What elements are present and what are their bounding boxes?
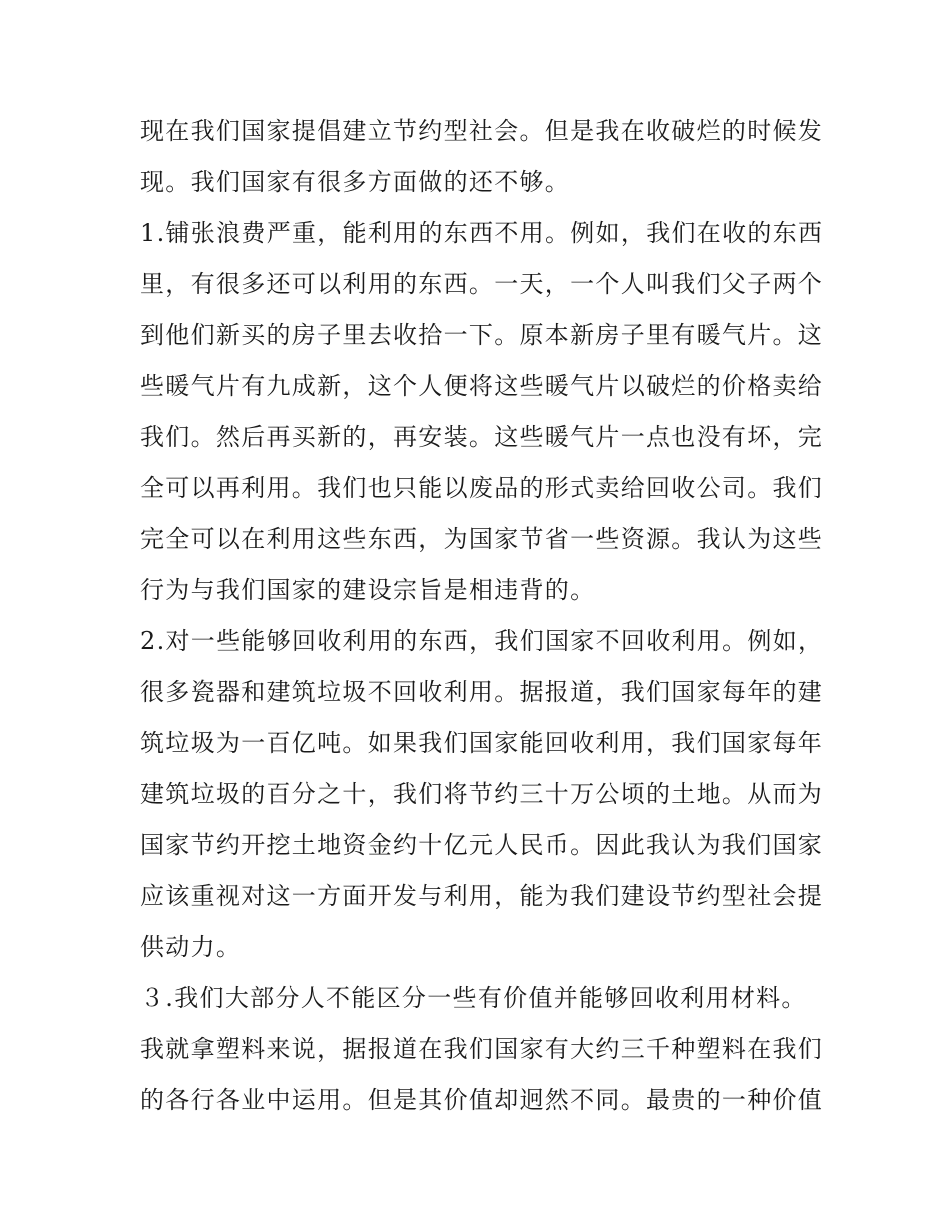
body-text (140, 106, 824, 1126)
text-line: 现。我们国家有很多方面做的还不够。 (140, 168, 571, 196)
text-line: 的各行各业中运用。但是其价值却迥然不同。最贵的一种价值 (140, 1086, 824, 1114)
text-line: 现在我们国家提倡建立节约型社会。但是我在收破烂的时候发 (140, 117, 824, 145)
text-line: 筑垃圾为一百亿吨。如果我们国家能回收利用，我们国家每年 (140, 729, 824, 757)
text-line: 供动力。 (140, 933, 242, 961)
text-line: 1.铺张浪费严重，能利用的东西不用。例如，我们在收的东西 (140, 219, 824, 247)
text-line: 行为与我们国家的建设宗旨是相违背的。 (140, 576, 596, 604)
text-line: 2.对一些能够回收利用的东西，我们国家不回收利用。例如， (140, 627, 824, 655)
text-line: 我就拿塑料来说，据报道在我们国家有大约三千种塑料在我们 (140, 1035, 824, 1063)
text-line: 到他们新买的房子里去收拾一下。原本新房子里有暖气片。这 (140, 321, 824, 349)
text-line: 我们。然后再买新的，再安装。这些暖气片一点也没有坏，完 (140, 423, 824, 451)
text-line: 些暖气片有九成新，这个人便将这些暖气片以破烂的价格卖给 (140, 372, 824, 400)
text-line: 应该重视对这一方面开发与利用，能为我们建设节约型社会提 (140, 882, 824, 910)
text-line: 里，有很多还可以利用的东西。一天，一个人叫我们父子两个 (140, 270, 824, 298)
text-line: 很多瓷器和建筑垃圾不回收利用。据报道，我们国家每年的建 (140, 678, 824, 706)
text-line: 国家节约开挖土地资金约十亿元人民币。因此我认为我们国家 (140, 831, 824, 859)
text-line: ３.我们大部分人不能区分一些有价值并能够回收利用材料。 (140, 984, 807, 1012)
text-line: 完全可以在利用这些东西，为国家节省一些资源。我认为这些 (140, 525, 824, 553)
text-line: 全可以再利用。我们也只能以废品的形式卖给回收公司。我们 (140, 474, 824, 502)
text-line: 建筑垃圾的百分之十，我们将节约三十万公顷的土地。从而为 (140, 780, 824, 808)
